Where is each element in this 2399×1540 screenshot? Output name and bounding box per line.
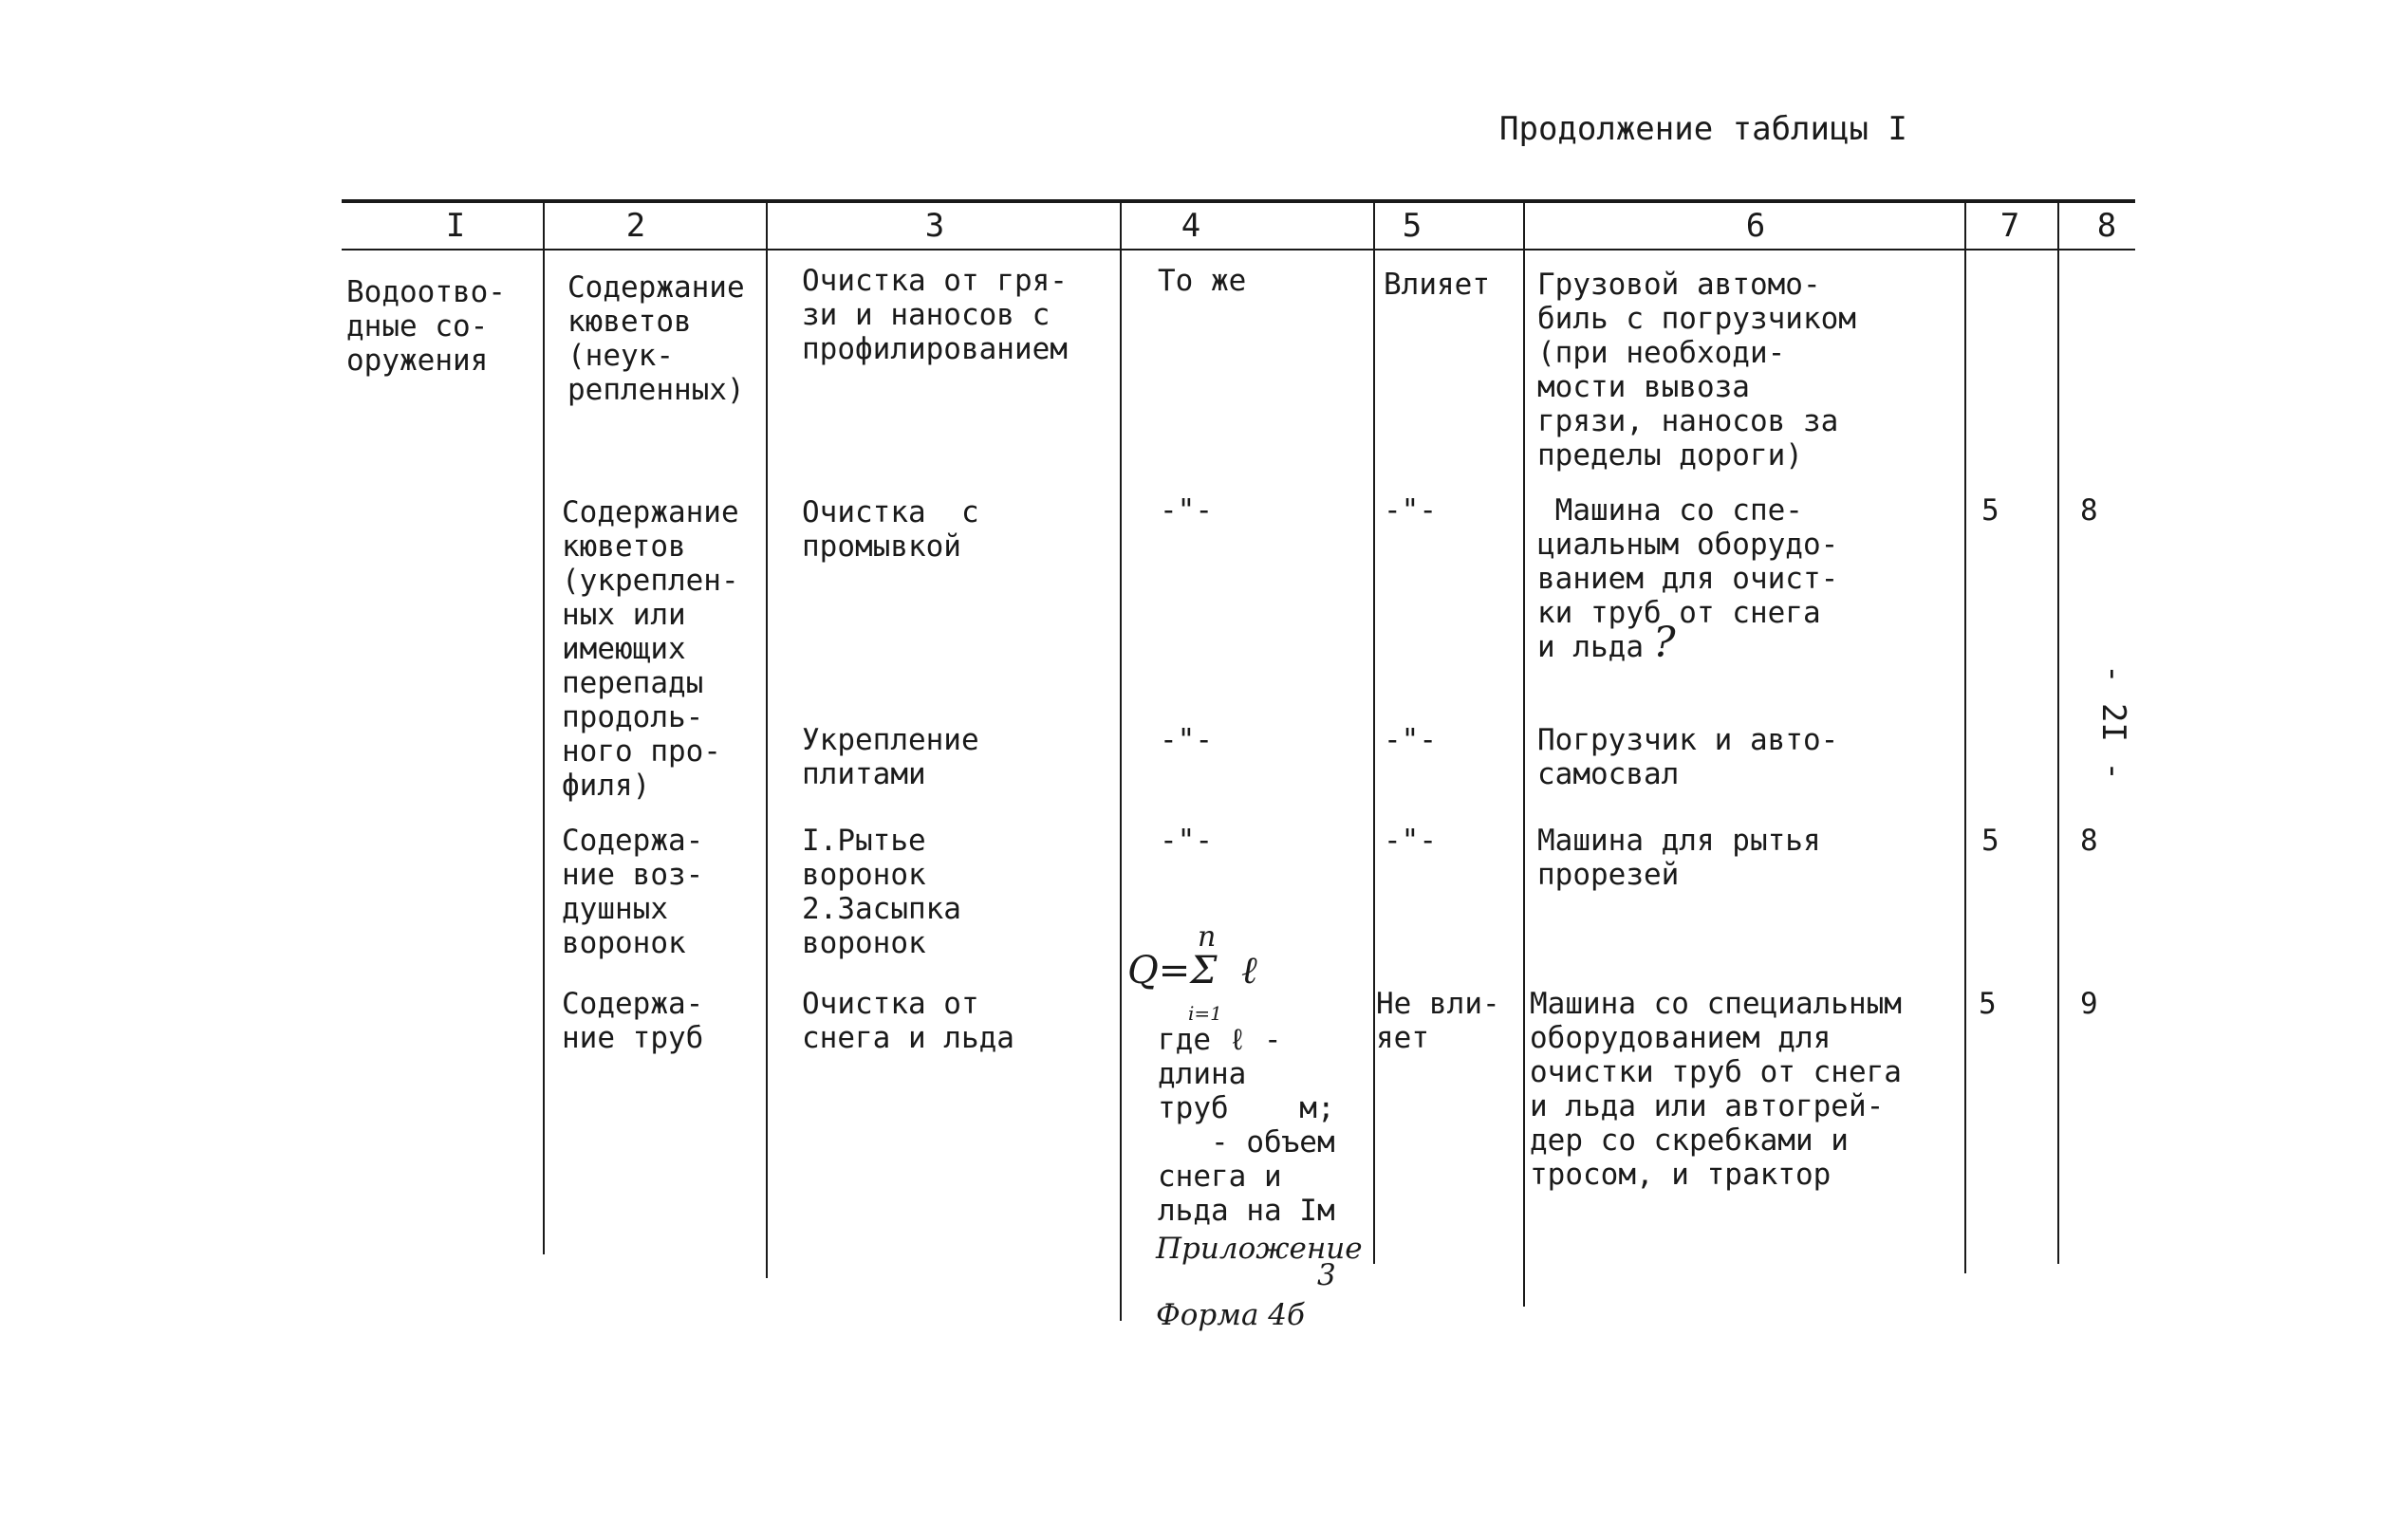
row4-work-type: Содержа- ние воз- душных воронок [562, 824, 704, 960]
row2-col5: -"- [1384, 493, 1437, 528]
row3-method: Укрепление плитами [802, 723, 979, 791]
table-continuation-heading: Продолжение таблицы I [1499, 110, 1907, 148]
col-divider-6-7 [1964, 201, 1966, 1273]
row1-object: Водоотво- дные со- оружения [346, 275, 506, 378]
row2-method: Очистка с промывкой [802, 495, 979, 564]
row4-col7: 5 [1981, 824, 1999, 858]
row5-formula-lower-limit: i=1 [1188, 1002, 1222, 1025]
column-header-2: 2 [625, 207, 646, 245]
row2-handwritten-mark: ? [1653, 619, 1676, 667]
row1-work-type: Содержание кюветов (неук- репленных) [567, 270, 745, 407]
row2-col8: 8 [2080, 493, 2098, 528]
col-divider-4-5 [1373, 201, 1375, 1264]
appendix-number: 3 [1317, 1258, 1336, 1292]
row5-col8: 9 [2080, 987, 2098, 1021]
page-number: - 2I - [2094, 664, 2132, 781]
row5-formula-upper-limit: n [1198, 920, 1217, 954]
row2-work-type: Содержание кюветов (укреплен- ных или имеющих перепады продоль- ного про- филя) [562, 495, 739, 803]
row1-col5: Влияет [1384, 268, 1490, 302]
column-header-6: 6 [1745, 207, 1766, 245]
row4-method: I.Рытье воронок 2.Засыпка воронок [802, 824, 961, 960]
form-label: Форма 4б [1156, 1298, 1305, 1332]
row4-col5: -"- [1384, 824, 1437, 858]
row5-method: Очистка от снега и льда [802, 987, 1014, 1055]
row4-machinery: Машина для рытья прорезей [1537, 824, 1821, 892]
row1-col4: То же [1158, 264, 1247, 298]
row5-work-type: Содержа- ние труб [562, 987, 704, 1055]
col-divider-7-8 [2057, 201, 2059, 1264]
row5-machinery: Машина со специальным оборудованием для очистки труб от снега и льда или автогрей- дер со скребками и тросом, и трактор [1530, 987, 1902, 1192]
col-divider-2-3 [766, 201, 768, 1278]
column-header-3: 3 [924, 207, 945, 245]
row1-method: Очистка от гря- зи и наносов с профилированием [802, 264, 1068, 366]
row4-col4: -"- [1160, 824, 1213, 858]
row3-col4: -"- [1160, 723, 1213, 757]
column-header-8: 8 [2096, 207, 2117, 245]
row2-col4: -"- [1160, 493, 1213, 528]
row5-col4-description: где ℓ - длина труб м; - объем снега и льда на Iм [1158, 1023, 1335, 1228]
row3-machinery: Погрузчик и авто- самосвал [1537, 723, 1839, 791]
row5-col7: 5 [1979, 987, 1997, 1021]
col-divider-1-2 [543, 201, 545, 1254]
col-divider-3-4 [1120, 201, 1122, 1321]
row4-col8: 8 [2080, 824, 2098, 858]
row5-formula: Q=Σ ℓ [1127, 949, 1257, 993]
column-header-1: I [445, 207, 466, 245]
row2-machinery: Машина со спе- циальным оборудо- ванием для очист- ки труб от снега и льда [1537, 493, 1839, 664]
row3-col5: -"- [1384, 723, 1437, 757]
appendix-label: Приложение [1156, 1232, 1363, 1266]
column-header-4: 4 [1181, 207, 1201, 245]
col-divider-5-6 [1523, 201, 1525, 1307]
table-top-rule [342, 199, 2135, 203]
header-bottom-rule [342, 249, 2135, 250]
column-header-7: 7 [1999, 207, 2020, 245]
column-header-5: 5 [1402, 207, 1423, 245]
row1-machinery: Грузовой автомо- биль с погрузчиком (при необходи- мости вывоза грязи, наносов за пределы дороги) [1537, 268, 1856, 473]
row5-col5: Не вли- яет [1376, 987, 1500, 1055]
row2-col7: 5 [1981, 493, 1999, 528]
